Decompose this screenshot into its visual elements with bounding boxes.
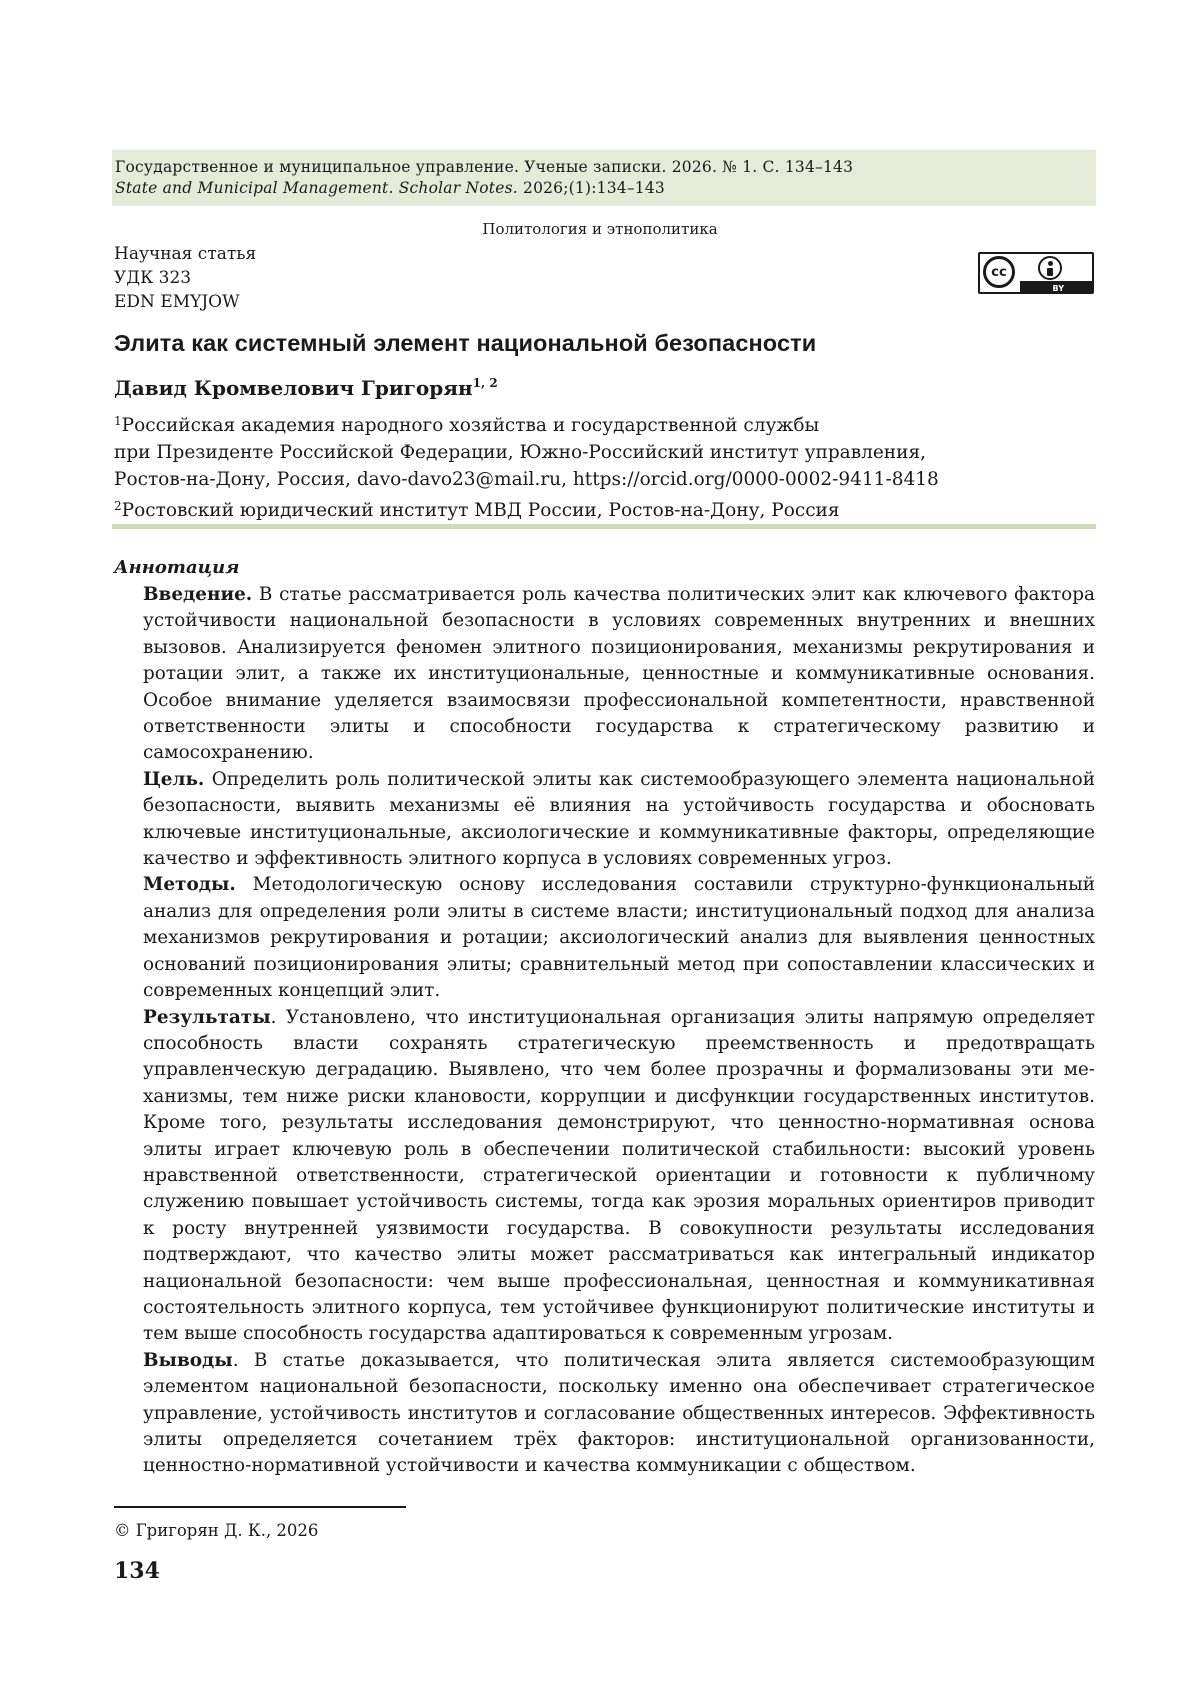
results-label: Результаты: [143, 1006, 271, 1028]
abstract-heading: Аннотация: [114, 557, 240, 578]
article-type: Научная статья: [114, 244, 257, 264]
affiliation-1-line-2: при Президенте Российской Федерации, Южно-Российский институт управления,: [114, 442, 927, 463]
abstract-conclusions: [143, 1348, 1095, 1480]
section-heading: Политология и этнополитика: [482, 220, 718, 238]
attribution-person-icon: [1038, 256, 1062, 280]
methods-text: Методологическую основу исследования составили структурно-функциональный анализ для определения роли элиты в системе власти; институциональный подход для анализа механизмов рекрутирования и ротации; аксиологический анализ для выявления ценностных оснований позиционирования элиты; сравнительный метод при сопоставлении классических и современных концепций элит.: [143, 874, 1095, 1002]
page-number: 134: [114, 1558, 160, 1584]
journal-header: [112, 150, 1096, 206]
affiliation-1-marker: 1: [114, 414, 122, 428]
journal-citation-ru: Государственное и муниципальное управление. Ученые записки. 2026. № 1. С. 134–143: [115, 158, 854, 176]
methods-label: Методы.: [143, 874, 236, 896]
cc-by-icon: [978, 252, 1094, 294]
edn-code: EDN EMYJOW: [114, 292, 240, 312]
conclusions-label: Выводы: [143, 1349, 233, 1371]
affiliations: [114, 408, 1104, 524]
copyright-notice: © Григорян Д. К., 2026: [114, 1521, 319, 1540]
abstract-body: [143, 582, 1095, 1480]
cc-by-label: BY: [1052, 284, 1064, 293]
journal-issue-en: 2026;(1):134–143: [517, 179, 665, 197]
introduction-label: Введение.: [143, 584, 253, 605]
abstract-introduction: [143, 582, 1095, 767]
article-title: Элита как системный элемент национальной безопасности: [114, 330, 817, 356]
author-affiliation-refs: 1, 2: [472, 376, 498, 390]
article-meta: [114, 242, 256, 314]
introduction-text: В статье рассматривается роль качества политических элит как ключевого фактора устойчивости национальной безопасности в условиях современных внутренних и внешних вызовов. Анализируется феномен элитного позиционирования, механизмы рекрутирования и ротации элит, а также их институциональные, ценностные и коммуникативные основания. Особое внимание уделяется взаимосвязи профессиональной компетентности, нравственной ответственности элиты и способности государства к стратегическому развитию и самосохранению.: [143, 584, 1095, 764]
results-text: . Установлено, что институциональная организация элиты напрямую определяет способность власти сохранять стратегическую преемственность и предотвращать управленческую деградацию. Выявлено, что чем более прозрачны и формализованы эти механизмы, тем ниже риски клановости, коррупции и дисфункции государственных институтов. Кроме того, результаты исследования демонстрируют, что ценностно-нормативная основа элиты играет ключевую роль в обеспечении политической стабильности: высокий уровень нравственной ответственности, стратегической ориентации и готовности к публичному служению повышает устойчивость системы, тогда как эрозия моральных ориентиров приводит к росту внутренней уязвимости государства. В совокупности результаты исследования подтверждают, что качество элиты может рассматриваться как интегральный индикатор национальной безопасности: чем выше профессиональная, ценностная и коммуникативная состоятельность элитного корпуса, тем устойчивее функционируют политические институты и тем выше способность государства адаптироваться к современным угрозам.: [143, 1006, 1095, 1345]
goal-text: Определить роль политической элиты как системообразующего элемента национальной безопасности, выявить механизмы её влияния на устойчивость государства и обосновать ключевые институциональные, аксиологические и коммуникативные факторы, определяющие качество и эффективность элитного корпуса в условиях современных угроз.: [143, 768, 1095, 870]
goal-label: Цель.: [143, 768, 205, 790]
journal-title-en: State and Municipal Management. Scholar Notes.: [115, 179, 518, 197]
abstract-goal: [143, 767, 1095, 873]
journal-citation-en: [115, 179, 665, 197]
affiliation-1-line-1: [114, 408, 1104, 439]
author-line: [114, 376, 498, 400]
conclusions-text: . В статье доказывается, что политическая элита является системообразующим элементом национальной безопасности, поскольку именно она обеспечивает стратегическое управление, устойчивость институтов и согласование общественных интересов. Эффективность элиты определяется сочетанием трёх факторов: институциональной организованности, ценностно-нормативной устойчивости и качества коммуникации с обществом.: [143, 1349, 1095, 1477]
affiliation-2-marker: 2: [114, 499, 122, 513]
abstract-results: [143, 1005, 1095, 1348]
cc-logo-icon: cc: [983, 256, 1015, 288]
affiliation-2-line-1: [114, 493, 1104, 524]
author-name: Давид Кромвелович Григорян: [114, 376, 473, 400]
footnote-divider: [114, 1506, 406, 1508]
header-divider: [112, 524, 1096, 529]
affiliation-1-text-1: Российская академия народного хозяйства и государственной службы: [121, 415, 820, 436]
udk-code: УДК 323: [114, 268, 192, 288]
affiliation-2-text: Ростовский юридический институт МВД России, Ростов-на-Дону, Россия: [121, 500, 840, 521]
affiliation-1-line-3: Ростов-на-Дону, Россия, davo-davo23@mail.ru, https://orcid.org/0000-0002-9411-8418: [114, 469, 939, 490]
abstract-methods: [143, 872, 1095, 1004]
